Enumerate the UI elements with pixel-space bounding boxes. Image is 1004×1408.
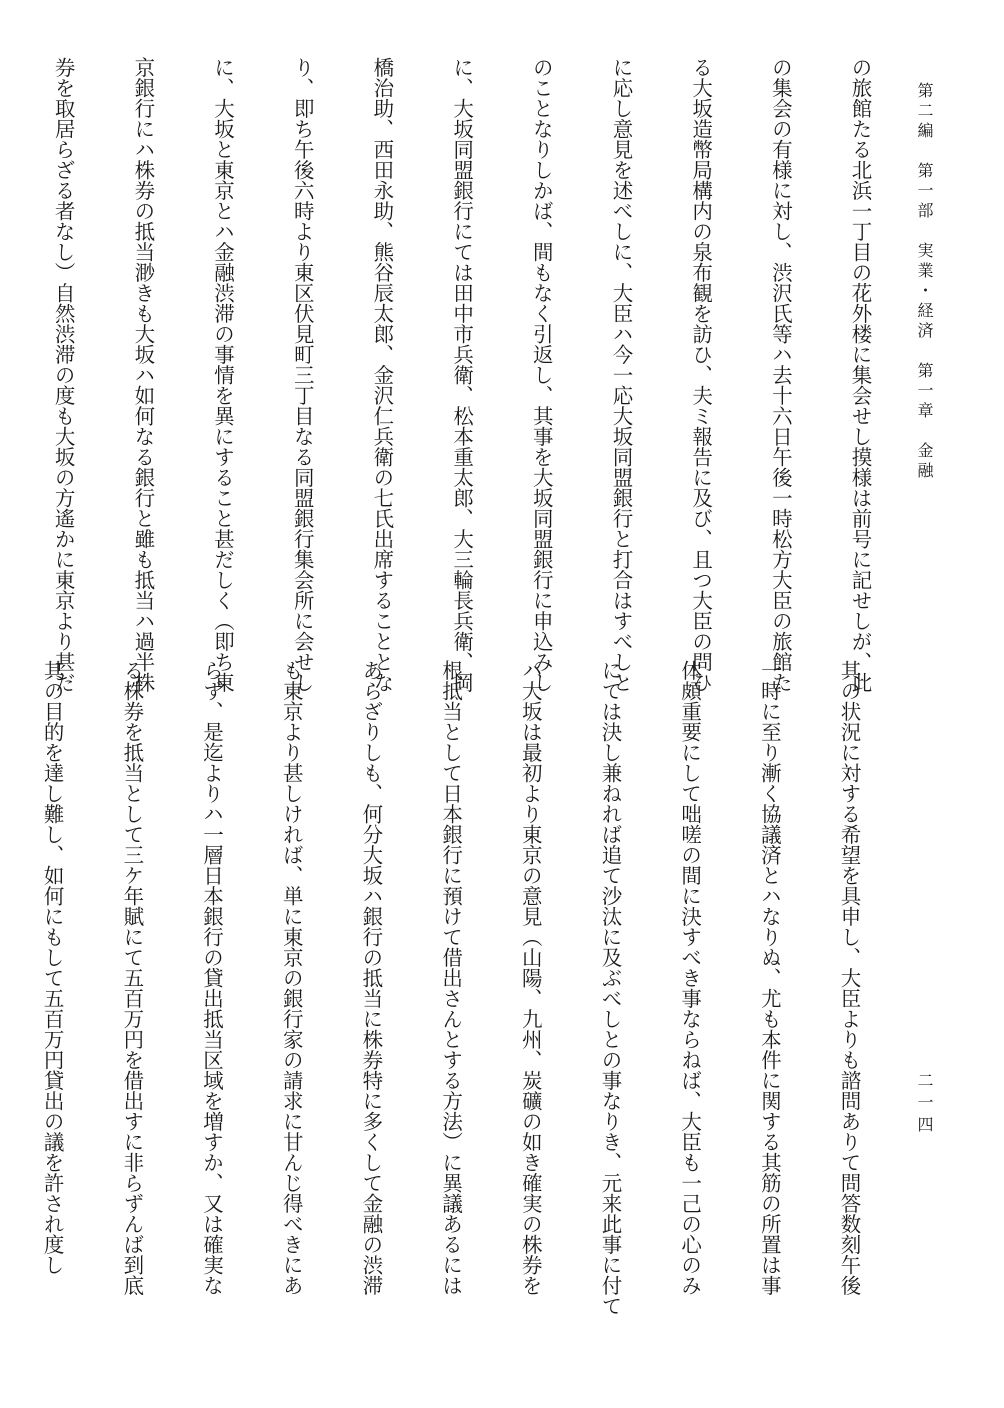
text-line: にては決し兼ねれば追て沙汰に及ぶべしとの事なりき、元来此事に付て <box>597 660 622 1316</box>
text-line: 其の状況に対する希望を具申し、大臣よりも諮問ありて問答数刻午後 <box>837 660 861 1296</box>
text-line: 一時に至り漸く協議済とハなりぬ、尤も本件に関する其筋の所置は事 <box>757 660 782 1296</box>
text-line: 体頗重要にして咄嗟の間に決すべき事ならねば、大臣も一己の心のみ <box>677 660 702 1296</box>
running-head: 第二編 第一部 実業・経済 第一章 金融 <box>915 82 934 482</box>
text-line: あらざりしも、何分大坂ハ銀行の抵当に株券特に多くして金融の渋滞 <box>358 660 383 1296</box>
text-line: も東京より甚しければ、単に東京の銀行家の請求に甘んじ得べきにあ <box>279 660 304 1296</box>
text-line: 其の目的を達し難し、如何にもして五百万円貸出の議を許され度し <box>40 660 65 1275</box>
text-line: ハ大坂は最初より東京の意見（山陽、九州、炭礦の如き確実の株券を <box>518 660 543 1296</box>
text-line: に、大坂と東京とハ金融渋滞の事情を異にすること甚だしく（即ち東 <box>210 57 235 693</box>
text-line: に応し意見を述べしに、大臣ハ今一応大坂同盟銀行と打合はすべしと <box>608 57 633 693</box>
page-number: 二一四 <box>915 1072 934 1138</box>
text-line: る株券を抵当として三ケ年賦にて五百万円を借出すに非らずんば到底 <box>119 660 144 1296</box>
text-line: の集会の有様に対し、渋沢氏等ハ去十六日午後一時松方大臣の旅館た <box>768 57 793 693</box>
lower-text-block <box>0 660 900 1316</box>
text-line: らず、是迄よりハ一層日本銀行の貸出抵当区域を増すか、又は確実な <box>199 660 224 1296</box>
text-line: のことなりしかば、間もなく引返し、其事を大坂同盟銀行に申込みし <box>529 57 554 693</box>
text-line: の旅館たる北浜一丁目の花外楼に集会せし摸様は前号に記せしが、此 <box>848 57 872 693</box>
upper-text-block <box>0 57 911 693</box>
text-line: り、即ち午後六時より東区伏見町三丁目なる同盟銀行集会所に会せし <box>290 57 315 693</box>
text-line: 橋治助、西田永助、熊谷辰太郎、金沢仁兵衛の七氏出席することとな <box>369 57 394 693</box>
text-line: に、大坂同盟銀行にては田中市兵衛、松本重太郎、大三輪長兵衛、岡 <box>449 57 474 693</box>
text-line: 券を取居らざる者なし）自然渋滞の度も大坂の方遙かに東京より甚だ <box>51 57 76 693</box>
text-line: 根抵当として日本銀行に預けて借出さんとする方法）に異議あるには <box>438 660 463 1296</box>
text-line: る大坂造幣局構内の泉布観を訪ひ、夫ミ報告に及び、且つ大臣の問ひ <box>688 57 713 693</box>
text-line: 京銀行にハ株券の抵当渺きも大坂ハ如何なる銀行と雖も抵当ハ過半株 <box>130 57 155 693</box>
